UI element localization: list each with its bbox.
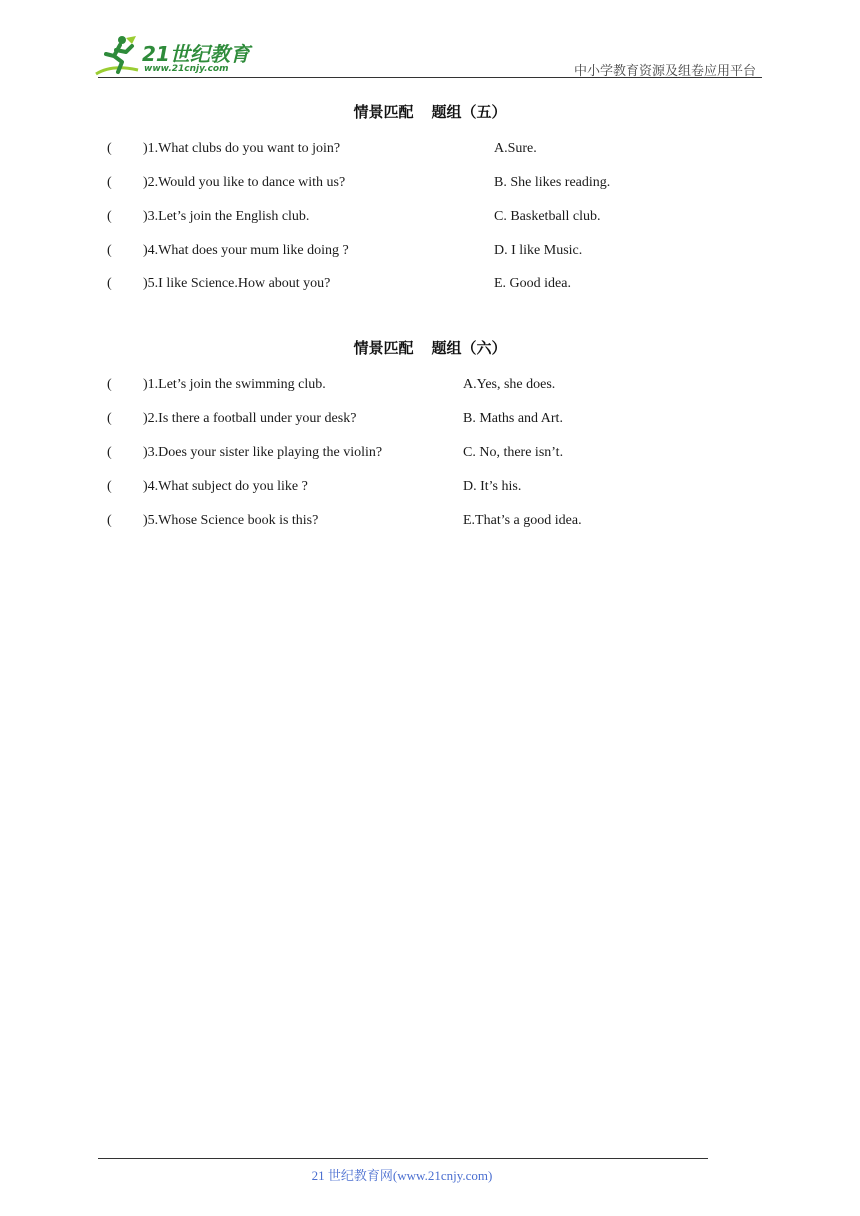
- option-text: D. I like Music.: [494, 243, 583, 258]
- logo-url-text: www.21cnjy.com: [144, 64, 229, 74]
- option-text: D. It’s his.: [463, 479, 522, 494]
- list-item: [0, 445, 860, 465]
- section-title-left: 情景匹配: [353, 103, 414, 121]
- header-platform-text: 中小学教育资源及组卷应用平台: [573, 64, 756, 79]
- answer-blank[interactable]: (: [107, 141, 112, 156]
- section-title-right: 题组（五）: [431, 103, 507, 121]
- section-title-5: [0, 101, 860, 122]
- answer-blank[interactable]: (: [107, 377, 112, 392]
- question-text: )5.Whose Science book is this?: [143, 513, 319, 528]
- question-text: )3.Does your sister like playing the violin?: [143, 445, 383, 460]
- answer-blank[interactable]: (: [107, 209, 112, 224]
- page-header: [0, 0, 860, 80]
- list-item: [0, 209, 860, 229]
- section-title-left: 情景匹配: [353, 339, 414, 357]
- runner-logo-icon: [92, 34, 144, 78]
- question-text: )4.What subject do you like ?: [143, 479, 308, 494]
- section-title-6: [0, 337, 860, 358]
- logo-brand-text: 21世纪教育: [142, 42, 250, 66]
- option-text: A.Sure.: [494, 141, 537, 156]
- list-item: [0, 276, 860, 296]
- option-text: C. No, there isn’t.: [463, 445, 564, 460]
- question-text: )2.Is there a football under your desk?: [143, 411, 357, 426]
- site-logo[interactable]: [92, 34, 262, 78]
- section-title-right: 题组（六）: [431, 339, 507, 357]
- footer-link[interactable]: 21 世纪教育网(www.21cnjy.com): [311, 1168, 493, 1183]
- answer-blank[interactable]: (: [107, 445, 112, 460]
- answer-blank[interactable]: (: [107, 276, 112, 291]
- list-item: [0, 411, 860, 431]
- list-item: [0, 141, 860, 161]
- option-text: A.Yes, she does.: [463, 377, 556, 392]
- answer-blank[interactable]: (: [107, 479, 112, 494]
- question-text: )5.I like Science.How about you?: [143, 276, 331, 291]
- answer-blank[interactable]: (: [107, 513, 112, 528]
- answer-blank[interactable]: (: [107, 243, 112, 258]
- list-item: [0, 175, 860, 195]
- option-text: B. Maths and Art.: [463, 411, 563, 426]
- list-item: [0, 479, 860, 499]
- footer-divider: [98, 1158, 708, 1159]
- option-text: E.That’s a good idea.: [463, 513, 582, 528]
- question-text: )3.Let’s join the English club.: [143, 209, 310, 224]
- list-item: [0, 513, 860, 533]
- list-item: [0, 243, 860, 263]
- header-divider: [98, 77, 762, 78]
- question-text: )2.Would you like to dance with us?: [143, 175, 346, 190]
- question-text: )1.What clubs do you want to join?: [143, 141, 341, 156]
- list-item: [0, 377, 860, 397]
- answer-blank[interactable]: (: [107, 175, 112, 190]
- answer-blank[interactable]: (: [107, 411, 112, 426]
- question-text: )4.What does your mum like doing ?: [143, 243, 349, 258]
- option-text: B. She likes reading.: [494, 175, 611, 190]
- option-text: E. Good idea.: [494, 276, 571, 291]
- option-text: C. Basketball club.: [494, 209, 601, 224]
- question-text: )1.Let’s join the swimming club.: [143, 377, 326, 392]
